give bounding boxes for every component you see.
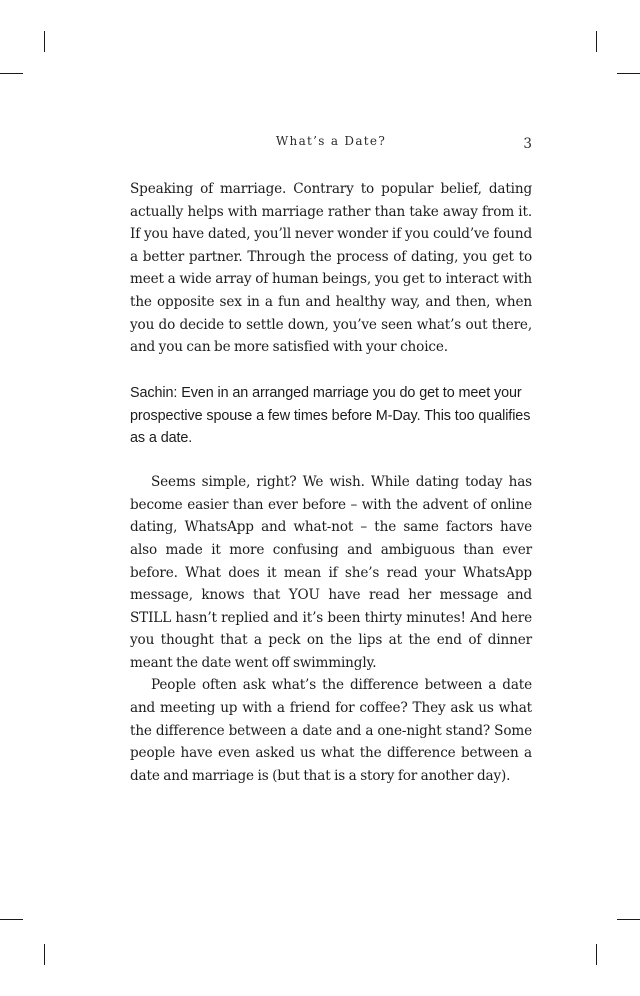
speaker-note (130, 382, 532, 450)
paragraph-marriage: Speaking of marriage. Contrary to popular belief, dating actually helps with marriage rather than take away from it. If you have dated, you’ll never wonder if you could’ve found a better partner. Through the process of dating, you get to meet a wide array of human beings, you get to interact with the opposite sex in a fun and healthy way, and then, when you do decide to settle down, you’ve seen what’s out there, and you can be more satisfied with your choice. (130, 181, 532, 356)
crop-mark-top-left-vertical (44, 31, 45, 52)
paragraph-people-ask: People often ask what’s the difference between a date and meeting up with a friend for coffee? They ask us what the difference between a date and a one-night stand? Some people have even asked us what the difference between a date and marriage is (but that is a story for another day). (130, 677, 532, 784)
crop-mark-bottom-left-vertical (44, 944, 45, 965)
crop-mark-bottom-right-horizontal (617, 919, 640, 920)
crop-mark-top-right-horizontal (617, 73, 640, 74)
page-number: 3 (523, 136, 532, 152)
crop-mark-top-right-vertical (596, 31, 597, 52)
body-text (130, 178, 532, 787)
speaker-name: Sachin: (130, 384, 178, 401)
paragraph-seems-simple: Seems simple, right? We wish. While dating today has become easier than ever before – with the advent of online dating, WhatsApp and what-not – the same factors have also made it more confusing and ambiguous than ever before. What does it mean if she’s read your WhatsApp message, knows that YOU have read her message and STILL hasn’t replied and it’s been thirty minutes! And here you thought that a peck on the lips at the end of dinner meant the date went off swimmingly. (130, 474, 532, 671)
running-head (130, 134, 532, 154)
crop-mark-top-left-horizontal (0, 73, 23, 74)
speaker-note-text: Even in an arranged marriage you do get to meet your prospective spouse a few times before M-Day. This too qualifies as a date. (130, 384, 531, 447)
crop-mark-bottom-right-vertical (596, 944, 597, 965)
crop-mark-bottom-left-horizontal (0, 919, 23, 920)
running-title: What’s a Date? (275, 134, 387, 148)
